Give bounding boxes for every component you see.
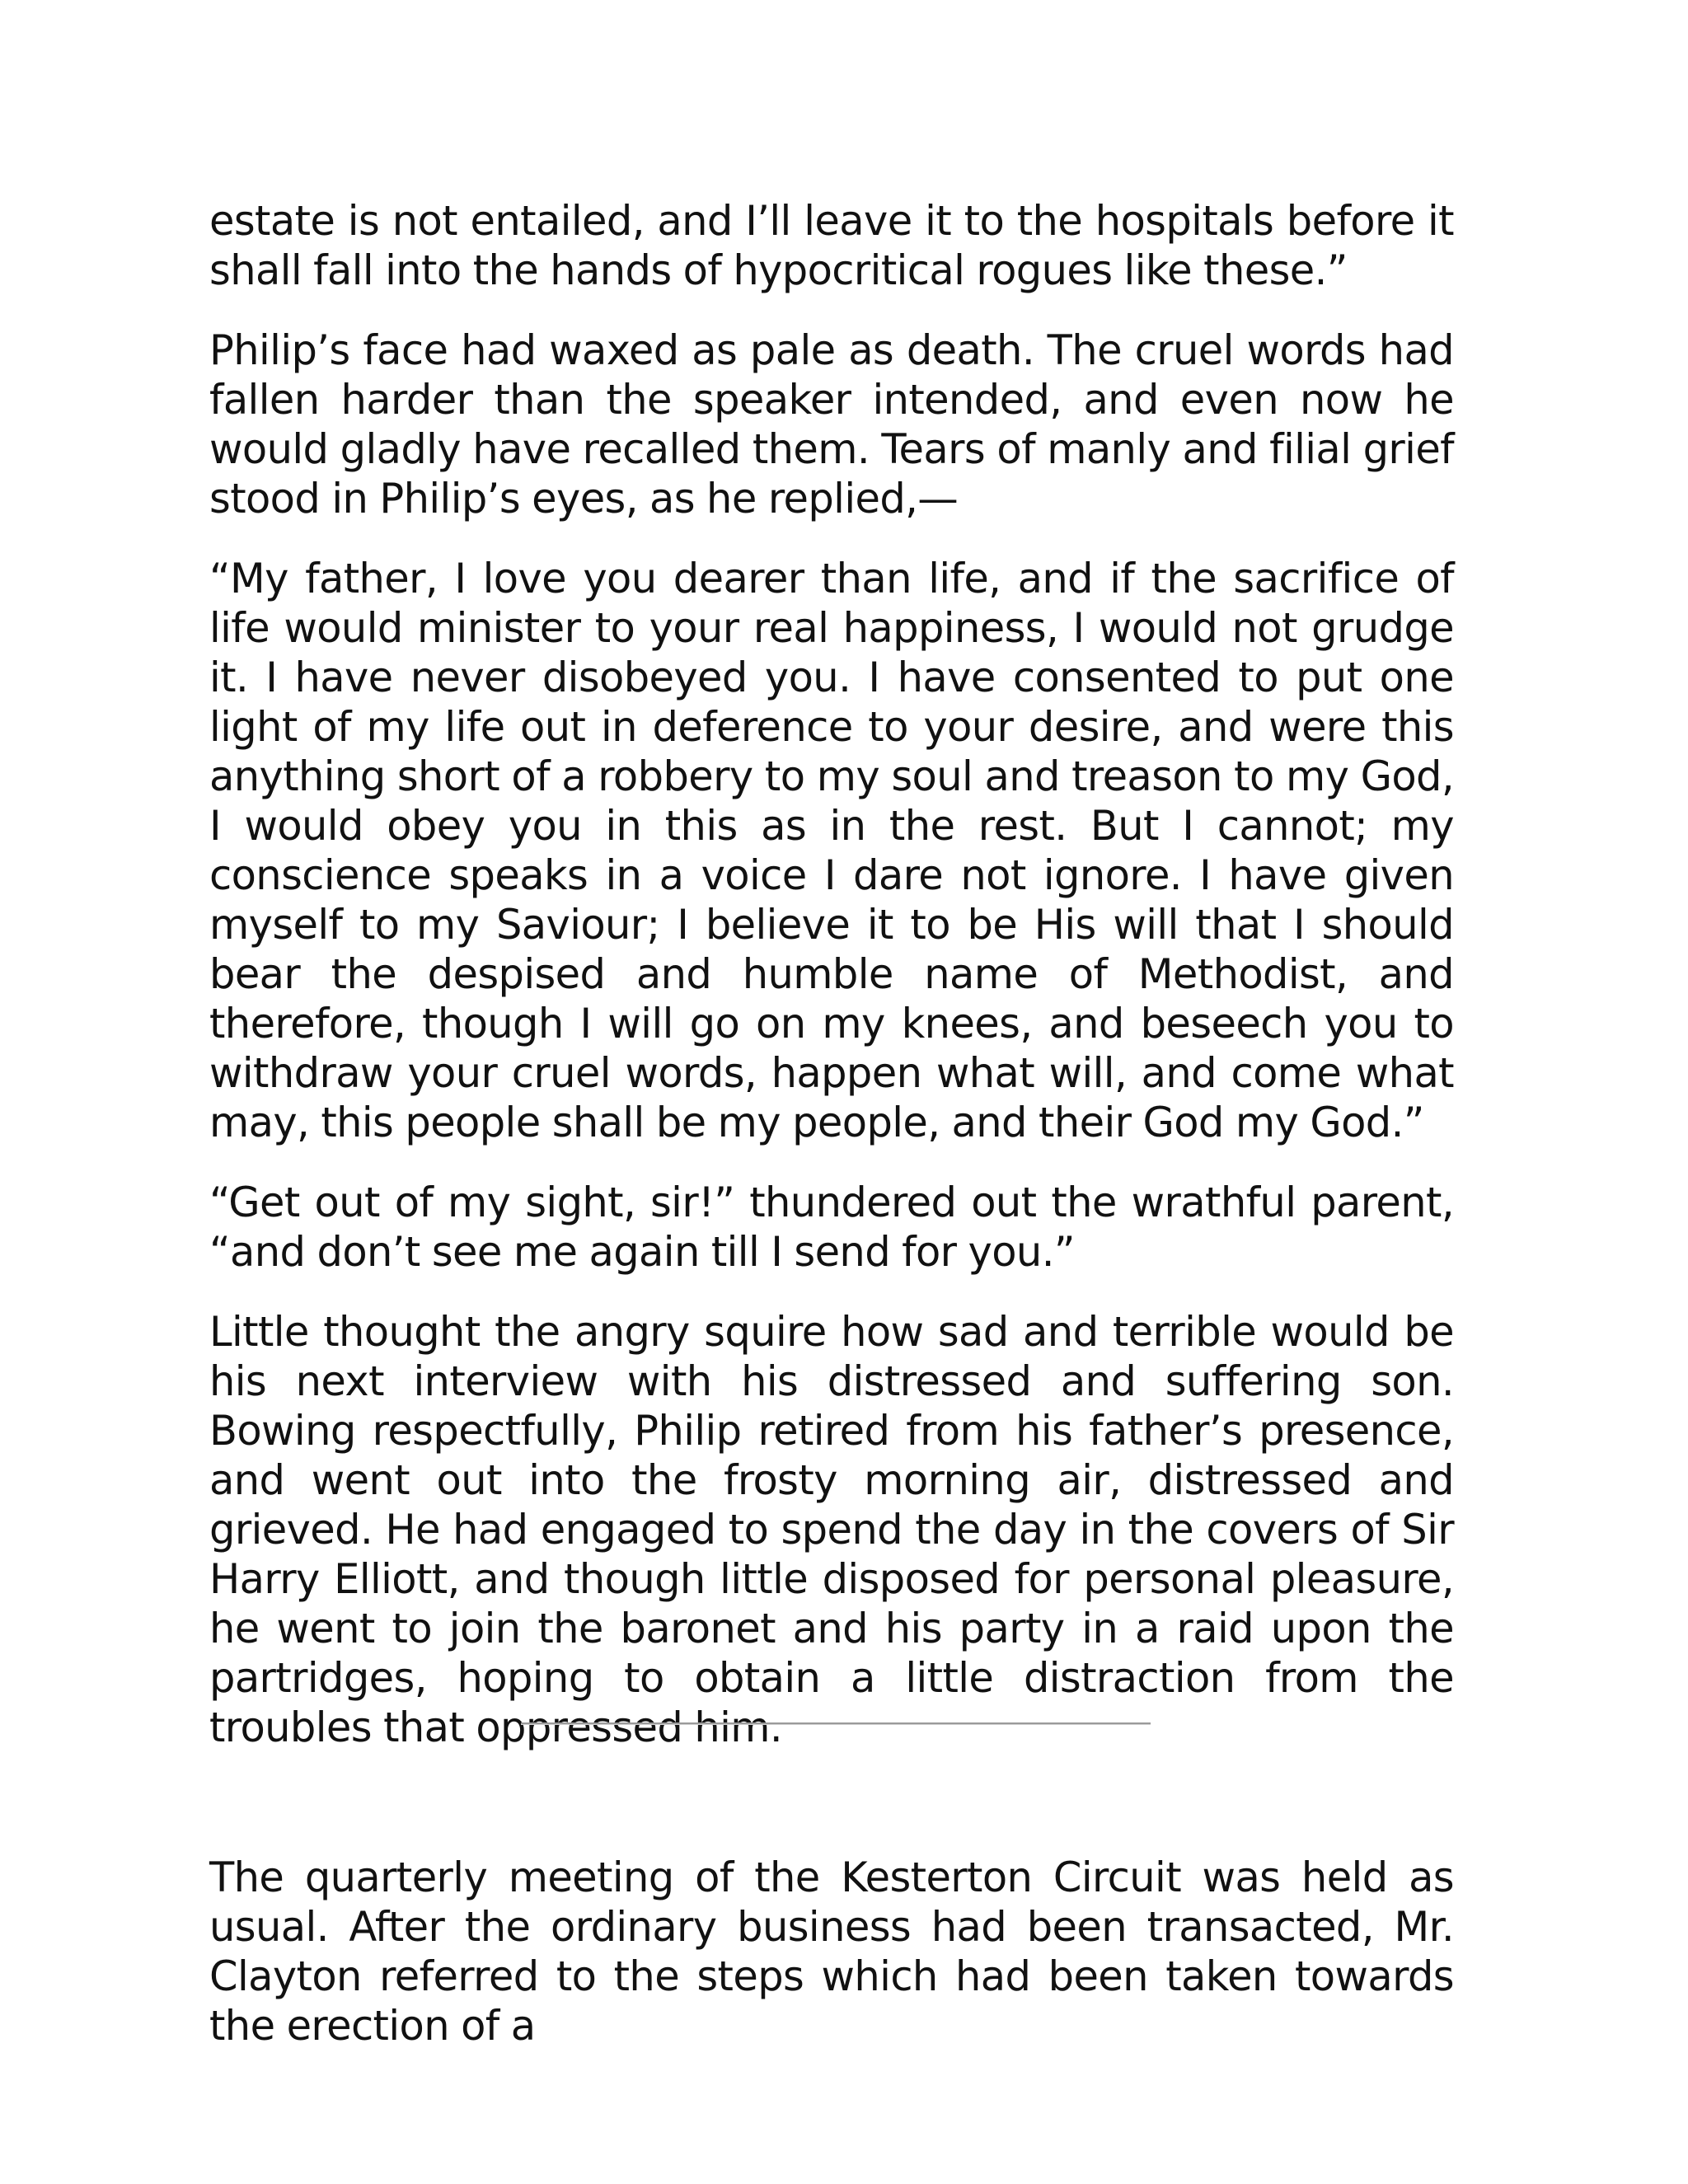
paragraph-1: estate is not entailed, and I’ll leave it to the hospitals before it shall fall into the hands of hypocritical rogues like these.”: [209, 197, 1454, 294]
paragraph-5: Little thought the angry squire how sad and terrible would be his next interview with his distressed and suffering son. Bowing respectfully, Philip retired from his father’s presence, and went out into the frosty morning air, distressed and grieved. He had engaged to spend the day in the covers of Sir Harry Elliott, and though little disposed for personal pleasure, he went to join the baronet and his party in a raid upon the partridges, hoping to obtain a little distraction from the troubles that oppressed him.: [209, 1308, 1454, 1751]
page-body: [209, 196, 1454, 1783]
section-divider: [521, 1722, 1151, 1725]
paragraph-3: “My father, I love you dearer than life, and if the sacrifice of life would minister to your real happiness, I would not grudge it. I have never disobeyed you. I have consented to put one light of my life out in deference to your desire, and were this anything short of a robbery to my soul and treason to my God, I would obey you in this as in the rest. But I cannot; my conscience speaks in a voice I dare not ignore. I have given myself to my Saviour; I believe it to be His will that I should bear the despised and humble name of Methodist, and therefore, though I will go on my knees, and beseech you to withdraw your cruel words, happen what will, and come what may, this people shall be my people, and their God my God.”: [209, 555, 1454, 1146]
paragraph-after-divider: The quarterly meeting of the Kesterton Circuit was held as usual. After the ordinary business had been transacted, Mr. Clayton referred to the steps which had been taken towards the erection of a: [209, 1853, 1454, 2050]
paragraph-2: Philip’s face had waxed as pale as death. The cruel words had fallen harder than the speaker intended, and even now he would gladly have recalled them. Tears of manly and filial grief stood in Philip’s eyes, as he replied,—: [209, 326, 1454, 523]
paragraph-4: “Get out of my sight, sir!” thundered out the wrathful parent, “and don’t see me again till I send for you.”: [209, 1179, 1454, 1276]
